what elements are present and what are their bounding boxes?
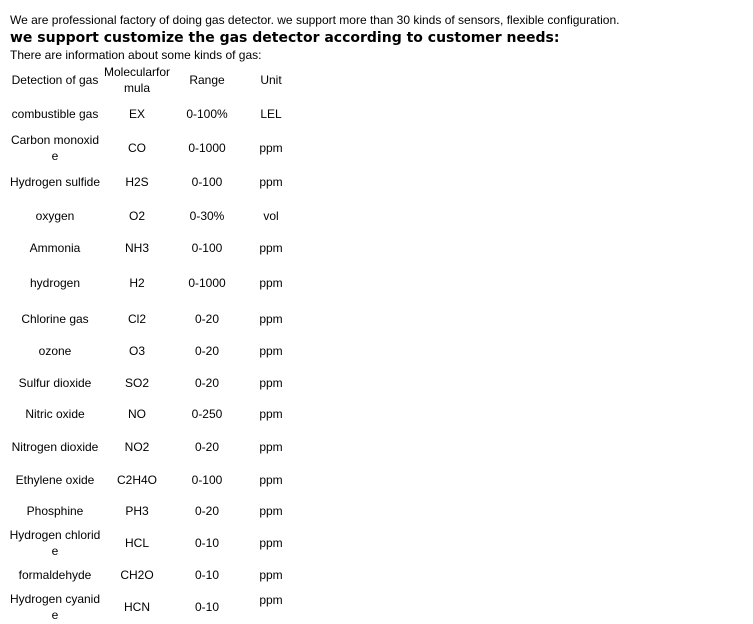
formula-cell: Cl2 xyxy=(127,312,146,326)
range-cell: 0-20 xyxy=(194,312,220,326)
range-cell: 0-10 xyxy=(194,600,220,614)
gas-name-cell: ozone xyxy=(38,344,72,358)
range-cell: 0-1000 xyxy=(188,276,226,290)
range-cell: 0-100 xyxy=(191,240,223,255)
table-row xyxy=(8,590,300,624)
table-row xyxy=(8,303,300,335)
gas-table xyxy=(8,63,300,624)
formula-cell: EX xyxy=(128,107,145,121)
range-cell: 0-20 xyxy=(194,344,220,358)
range-cell: 0-20 xyxy=(194,503,220,518)
headline: we support customize the gas detector according to customer needs: xyxy=(10,30,560,46)
unit-cell: ppm xyxy=(259,175,283,189)
formula-cell: O3 xyxy=(128,344,145,358)
header-detection-of-gas: Detection of gas xyxy=(11,73,99,87)
table-row xyxy=(8,464,300,495)
formula-cell: H2S xyxy=(125,175,149,189)
gas-name-cell: Ammonia xyxy=(29,240,81,255)
gas-name-cell: Chlorine gas xyxy=(21,312,89,326)
table-row xyxy=(8,430,300,464)
table-row xyxy=(8,263,300,303)
gas-name-cell: Nitric oxide xyxy=(25,407,85,421)
formula-cell: O2 xyxy=(128,208,145,223)
table-row xyxy=(8,398,300,430)
range-cell: 0-10 xyxy=(194,536,220,550)
gas-name-cell: formaldehyde xyxy=(18,568,92,582)
formula-cell: H2 xyxy=(129,276,145,290)
table-row xyxy=(8,495,300,526)
formula-cell: C2H4O xyxy=(116,472,157,487)
formula-cell: CO xyxy=(128,141,146,155)
table-intro: There are information about some kinds of gas: xyxy=(10,48,262,62)
formula-cell: PH3 xyxy=(125,503,149,518)
unit-cell: ppm xyxy=(259,344,283,358)
unit-cell: ppm xyxy=(259,141,283,155)
header-molecular-formula: Molecularformula xyxy=(103,65,171,95)
table-row xyxy=(8,199,300,232)
table-row xyxy=(8,97,300,131)
gas-name-cell: Nitrogen dioxide xyxy=(11,440,99,454)
gas-name-cell: Hydrogen sulfide xyxy=(9,175,101,189)
table-header-row xyxy=(8,63,300,97)
formula-cell: NH3 xyxy=(124,240,149,255)
gas-name-cell: Sulfur dioxide xyxy=(18,375,92,390)
table-row xyxy=(8,232,300,263)
unit-cell: ppm xyxy=(259,503,283,518)
unit-cell: ppm xyxy=(259,593,283,607)
table-row xyxy=(8,526,300,560)
range-cell: 0-100 xyxy=(191,175,223,189)
unit-cell: ppm xyxy=(259,536,283,550)
formula-cell: HCL xyxy=(124,536,149,550)
table-row xyxy=(8,165,300,199)
range-cell: 0-10 xyxy=(194,568,220,582)
unit-cell: ppm xyxy=(259,276,283,290)
unit-cell: vol xyxy=(263,208,279,223)
range-cell: 0-20 xyxy=(194,440,220,454)
gas-name-cell: Hydrogen chloride xyxy=(9,528,101,558)
formula-cell: NO xyxy=(128,407,146,421)
formula-cell: NO2 xyxy=(124,440,150,454)
header-range: Range xyxy=(189,73,225,87)
table-row xyxy=(8,335,300,367)
unit-cell: ppm xyxy=(259,375,283,390)
unit-cell: ppm xyxy=(259,440,283,454)
intro-text: We are professional factory of doing gas detector. we support more than 30 kinds of sensors, flexible configuration. xyxy=(10,13,620,27)
range-cell: 0-1000 xyxy=(188,141,226,155)
formula-cell: HCN xyxy=(124,600,150,614)
unit-cell: ppm xyxy=(259,407,283,421)
range-cell: 0-100 xyxy=(191,472,223,487)
gas-name-cell: Carbon monoxide xyxy=(10,133,100,163)
header-unit: Unit xyxy=(260,73,282,87)
range-cell: 0-20 xyxy=(194,375,220,390)
range-cell: 0-100% xyxy=(186,107,228,121)
range-cell: 0-250 xyxy=(191,407,223,421)
unit-cell: ppm xyxy=(259,312,283,326)
gas-name-cell: hydrogen xyxy=(29,276,81,290)
table-row xyxy=(8,131,300,165)
gas-name-cell: Phosphine xyxy=(26,503,84,518)
table-row xyxy=(8,560,300,590)
gas-name-cell: oxygen xyxy=(35,208,75,223)
unit-cell: ppm xyxy=(259,568,283,582)
gas-name-cell: Ethylene oxide xyxy=(15,472,95,487)
table-row xyxy=(8,367,300,398)
gas-name-cell: combustible gas xyxy=(11,107,99,121)
unit-cell: ppm xyxy=(259,240,283,255)
unit-cell: ppm xyxy=(259,472,283,487)
formula-cell: CH2O xyxy=(120,568,154,582)
gas-name-cell: Hydrogen cyanide xyxy=(9,592,101,622)
range-cell: 0-30% xyxy=(189,208,225,223)
unit-cell: LEL xyxy=(260,107,282,121)
formula-cell: SO2 xyxy=(124,375,149,390)
